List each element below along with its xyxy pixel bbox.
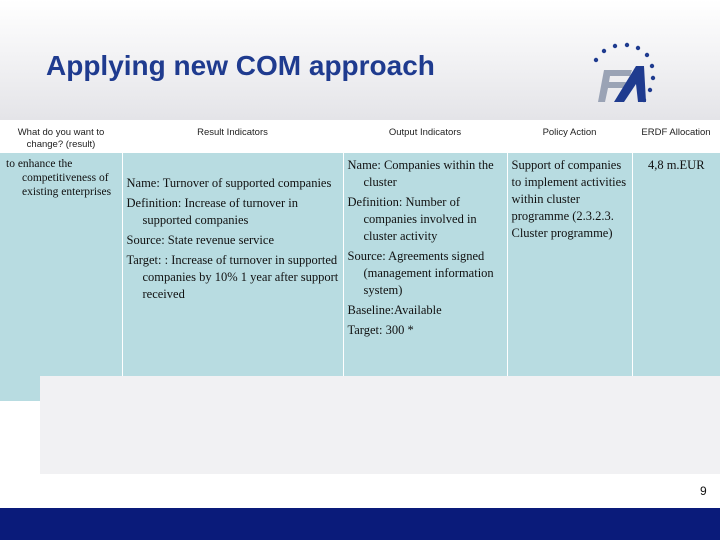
column-header-policy-action: Policy Action	[507, 124, 632, 153]
erdf-allocation-cell	[632, 153, 720, 401]
result-cell	[0, 153, 122, 401]
page-number: 9	[700, 484, 707, 498]
slide-title: Applying new COM approach	[46, 50, 435, 81]
empty-table-area	[40, 376, 720, 474]
output-indicator-definition: Definition: Number of companies involved in cluster activity	[347, 195, 477, 243]
column-header-erdf-allocation: ERDF Allocation	[632, 124, 720, 153]
result-text: to enhance the competitiveness of existing enterprises	[6, 158, 112, 198]
output-indicator-target: Target: 300 *	[347, 323, 414, 337]
table-header-row	[0, 124, 720, 153]
indicator-table	[0, 124, 720, 401]
table-row	[0, 153, 720, 401]
output-indicators-cell	[343, 153, 507, 401]
column-header-result-indicators: Result Indicators	[122, 124, 343, 153]
erdf-allocation-value: 4,8 m.EUR	[647, 158, 705, 172]
output-indicator-name: Name: Companies within the cluster	[347, 158, 494, 189]
result-indicator-target: Target: : Increase of turnover in supported companies by 10% 1 year after support received	[126, 253, 339, 301]
policy-action-cell	[507, 153, 632, 401]
result-indicator-definition: Definition: Increase of turnover in supported companies	[126, 196, 298, 227]
result-indicator-source: Source: State revenue service	[126, 233, 275, 247]
column-header-output-indicators: Output Indicators	[343, 124, 507, 153]
output-indicator-source: Source: Agreements signed (management information system)	[347, 249, 494, 297]
eu-stars-logo-icon	[584, 40, 660, 112]
column-header-result: What do you want to change? (result)	[0, 124, 122, 153]
policy-action-text: Support of companies to implement activities within cluster programme (2.3.2.3. Cluster programme)	[511, 158, 627, 240]
output-indicator-baseline: Baseline:Available	[347, 303, 442, 317]
result-indicator-name: Name: Turnover of supported companies	[126, 176, 332, 190]
footer-bar	[0, 508, 720, 540]
result-indicators-cell	[122, 153, 343, 401]
